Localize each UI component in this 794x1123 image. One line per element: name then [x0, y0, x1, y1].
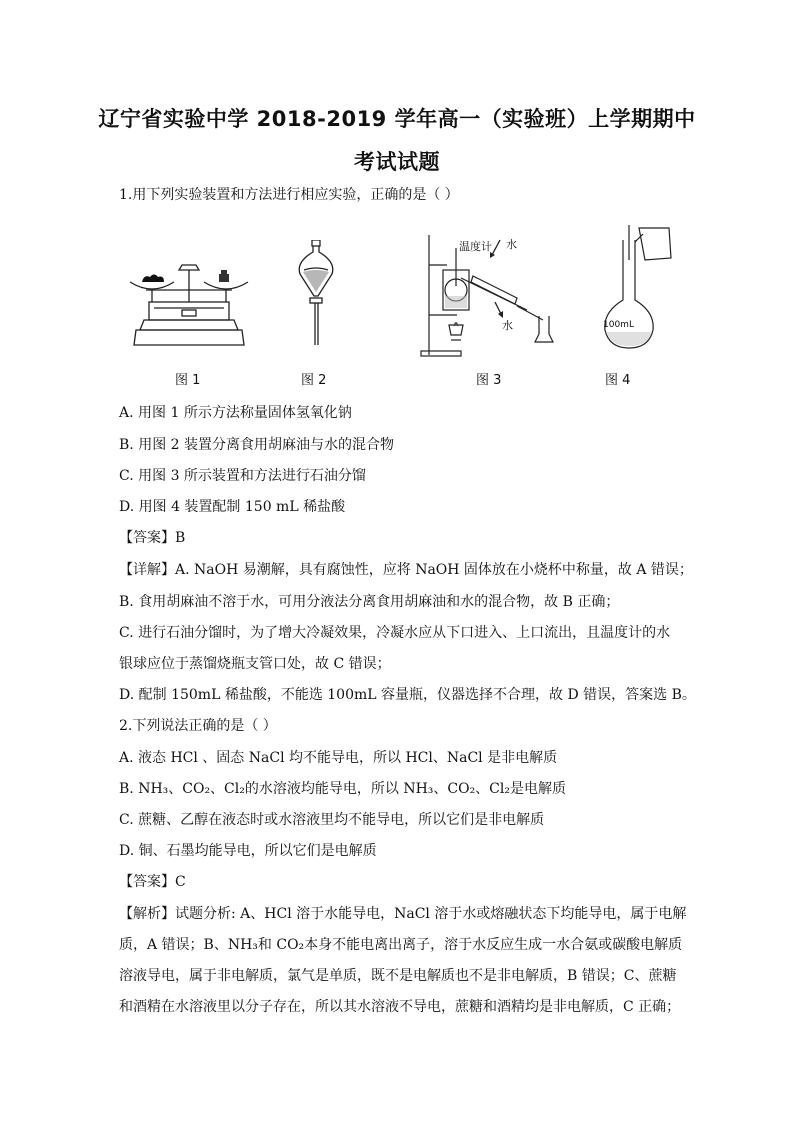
question-2-answer: 【答案】C — [119, 874, 186, 890]
figures-row — [119, 215, 679, 390]
figure-4-caption: 图 4 — [605, 373, 631, 388]
question-1-option-d: D. 用图 4 装置配制 150 mL 稀盐酸 — [119, 499, 346, 515]
question-1-answer: 【答案】B — [119, 530, 186, 546]
question-2-analysis-line2: 质，A 错误；B、NH₃和 CO₂本身不能电离出离子，溶于水反应生成一水合氨或碳酸电解质 — [119, 937, 683, 953]
water-inlet-label: 水 — [506, 238, 517, 251]
question-2-option-d: D. 铜、石墨均能导电，所以它们是电解质 — [119, 843, 377, 859]
flask-volume-label: 100mL — [603, 320, 634, 330]
separatory-funnel-figure — [294, 240, 339, 350]
question-1-detail-line4: 银球应位于蒸馏烧瓶支管口处，故 C 错误； — [119, 656, 391, 672]
figure-2-caption: 图 2 — [301, 373, 327, 388]
question-1-option-b: B. 用图 2 装置分离食用胡麻油与水的混合物 — [119, 437, 394, 453]
document-title-line1: 辽宁省实验中学 2018-2019 学年高一（实验班）上学期期中 — [98, 107, 696, 131]
question-1-detail-line1: 【详解】A. NaOH 易潮解，具有腐蚀性，应将 NaOH 固体放在小烧杯中称量，故 A 错误； — [119, 562, 693, 578]
question-1-detail-line3: C. 进行石油分馏时，为了增大冷凝效果，冷凝水应从下口进入、上口流出，且温度计的水 — [119, 625, 671, 641]
volumetric-flask-figure — [597, 220, 677, 355]
thermometer-label: 温度计 — [459, 240, 492, 253]
question-1-option-a: A. 用图 1 所示方法称量固体氢氧化钠 — [119, 405, 352, 421]
question-1-detail-line2: B. 食用胡麻油不溶于水，可用分液法分离食用胡麻油和水的混合物，故 B 正确； — [119, 594, 620, 610]
question-2-option-b: B. NH₃、CO₂、Cl₂的水溶液均能导电，所以 NH₃、CO₂、Cl₂是电解质 — [119, 781, 566, 797]
question-2-analysis-line4: 和酒精在水溶液里以分子存在，所以其水溶液不导电，蔗糖和酒精均是非电解质，C 正确； — [119, 999, 681, 1015]
question-1-stem: 1.用下列实验装置和方法进行相应实验，正确的是（ ） — [119, 187, 459, 203]
document-title-line2: 考试试题 — [354, 150, 440, 174]
water-outlet-label: 水 — [502, 319, 513, 332]
question-2-option-a: A. 液态 HCl 、固态 NaCl 均不能导电，所以 HCl、NaCl 是非电解质 — [119, 750, 558, 766]
question-2-analysis-line1: 【解析】试题分析: A、HCl 溶于水能导电，NaCl 溶于水或熔融状态下均能导电，属于电解 — [119, 906, 687, 922]
question-1-option-c: C. 用图 3 所示装置和方法进行石油分馏 — [119, 468, 366, 484]
distillation-apparatus-figure — [417, 230, 577, 360]
balance-figure — [124, 250, 254, 350]
question-1-detail-line5: D. 配制 150mL 稀盐酸，不能选 100mL 容量瓶，仪器选择不合理，故 D 错误，答案选 B。 — [119, 687, 696, 703]
question-2-analysis-line3: 溶液导电，属于非电解质，氯气是单质，既不是电解质也不是非电解质，B 错误；C、蔗糖 — [119, 968, 677, 984]
figure-1-caption: 图 1 — [175, 373, 201, 388]
question-2-option-c: C. 蔗糖、乙醇在液态时或水溶液里均不能导电，所以它们是非电解质 — [119, 812, 545, 828]
figure-3-caption: 图 3 — [476, 373, 502, 388]
question-2-stem: 2.下列说法正确的是（ ） — [119, 718, 277, 734]
